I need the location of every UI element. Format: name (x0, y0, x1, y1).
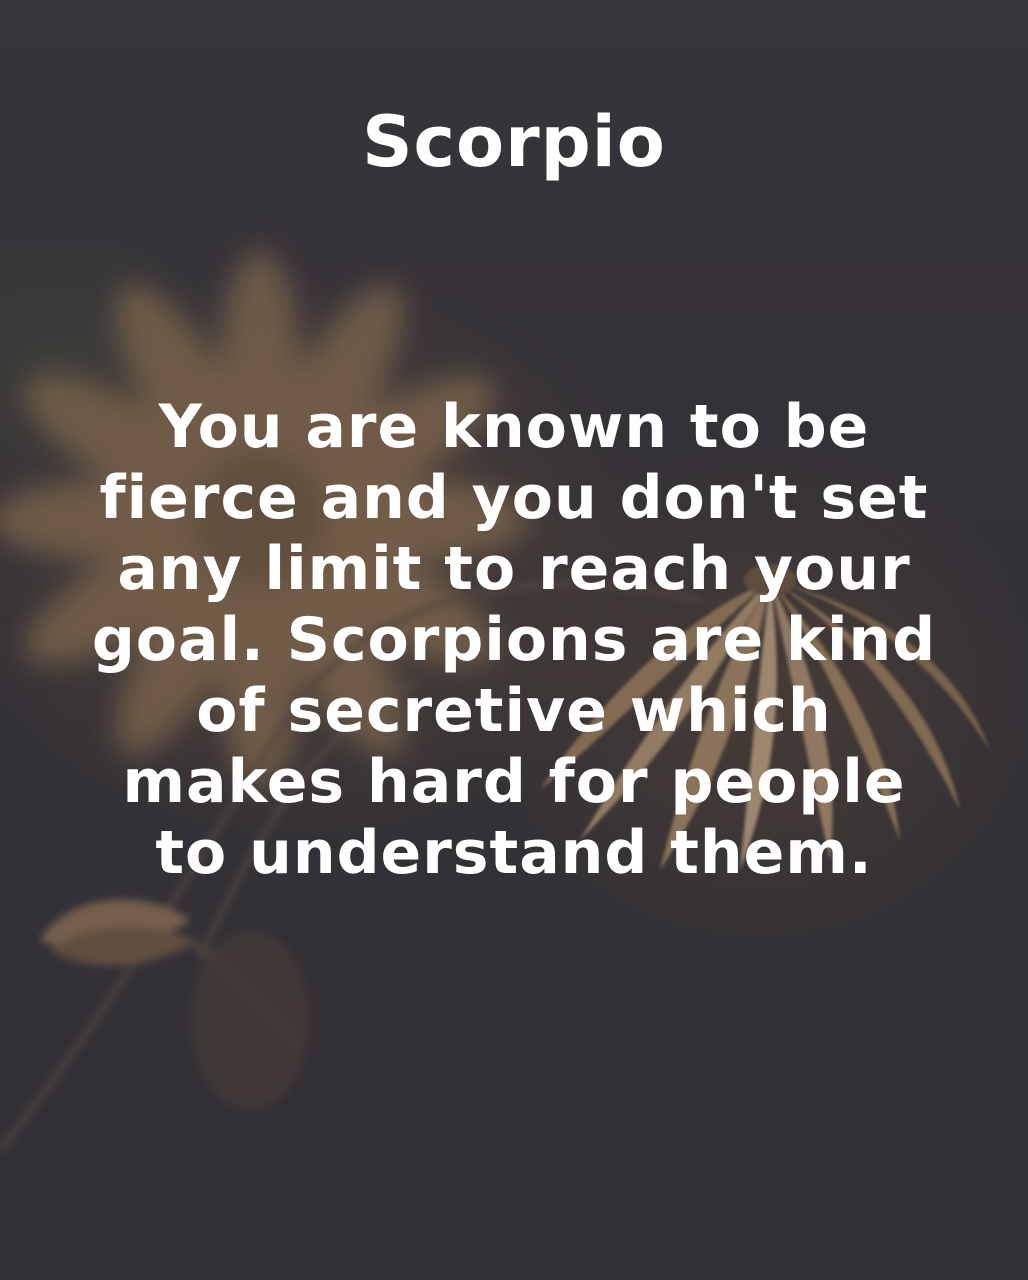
quote-line: any limit to reach your (117, 534, 911, 604)
quote-line: to understand them. (155, 818, 873, 888)
quote-line: makes hard for people (122, 747, 906, 817)
quote-line: of secretive which (196, 676, 832, 746)
quote-line: You are known to be (158, 392, 870, 462)
horoscope-quote (40, 392, 988, 889)
quote-line: goal. Scorpions are kind (91, 605, 937, 675)
sign-title: Scorpio (362, 101, 666, 183)
quote-line: fierce and you don't set (99, 463, 929, 533)
